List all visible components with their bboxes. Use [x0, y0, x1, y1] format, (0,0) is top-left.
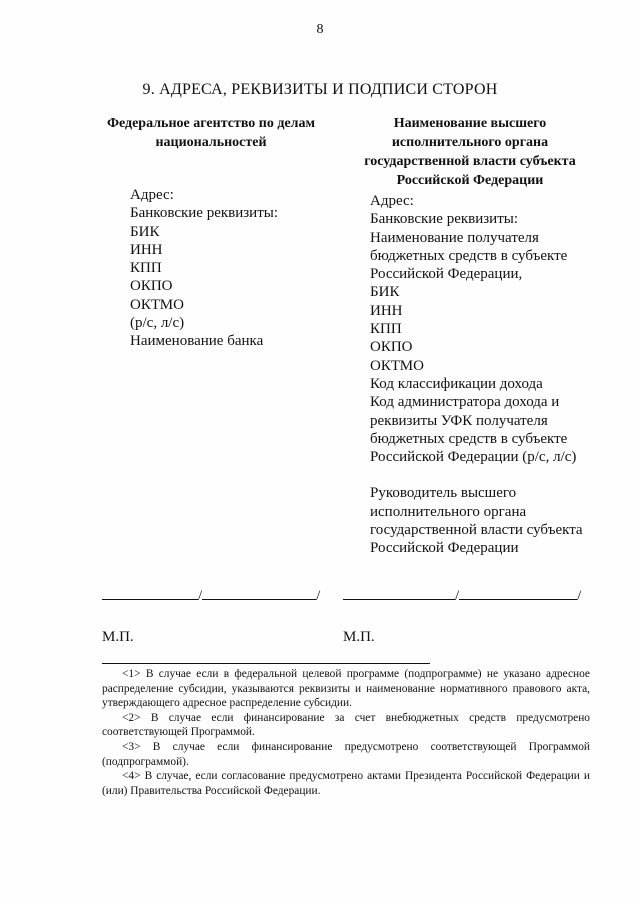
requisite-item: Адрес:: [130, 187, 174, 203]
name-blank: [459, 585, 577, 600]
requisite-item: Код классификации дохода: [370, 375, 543, 392]
requisite-item: БИК: [130, 223, 160, 240]
heading-line: Российской Федерации: [396, 173, 544, 188]
spacer: [370, 466, 615, 484]
federal-agency-heading: [92, 114, 330, 152]
footnote-1: <1> В случае если в федеральной целевой программе (подпрограмме) не указано адресное распределение субсидии, указываются реквизиты и наименование нормативного правового акта, утверждающего адресное распределение субсидии.: [102, 668, 590, 710]
requisite-item: ИНН: [130, 241, 163, 258]
requisite-item: Наименование получателя: [370, 229, 539, 246]
requisite-item: Наименование банка: [130, 333, 264, 350]
regional-signature-line: [343, 585, 581, 605]
signature-separator: /: [577, 588, 582, 604]
requisite-item: КПП: [370, 321, 402, 338]
page-number: 8: [316, 22, 324, 37]
requisite-item: бюджетных средств в субъекте: [370, 430, 568, 447]
regional-seal-label: М.П.: [343, 629, 375, 645]
federal-agency-requisites: [130, 186, 340, 351]
federal-seal-label: М.П.: [102, 629, 134, 645]
footnote-divider: [102, 663, 430, 664]
signatory-line: Руководитель высшего: [370, 485, 517, 502]
name-blank: [202, 585, 316, 600]
footnote-2: <2> В случае если финансирование за счет внебюджетных средств предусмотрено соответствующей Программой.: [102, 711, 590, 739]
regional-authority-requisites: [370, 192, 615, 558]
requisite-item: ОКТМО: [370, 357, 424, 374]
requisite-item: ИНН: [370, 302, 403, 319]
signature-separator: /: [455, 588, 460, 604]
signatory-line: государственной власти субъекта: [370, 522, 583, 539]
signature-blank: [343, 585, 455, 600]
signature-separator: /: [198, 588, 203, 604]
regional-authority-heading: [345, 114, 595, 190]
requisite-item: Код администратора дохода и: [370, 394, 560, 411]
requisite-item: бюджетных средств в субъекте: [370, 247, 568, 264]
footnote-3: <3> В случае если финансирование предусмотрено соответствующей Программой (подпрограммой).: [102, 740, 590, 768]
requisite-item: (р/с, л/с): [130, 315, 185, 332]
signature-separator: /: [316, 588, 321, 604]
requisite-item: ОКПО: [370, 339, 413, 356]
heading-line: Наименование высшего: [393, 116, 547, 131]
requisite-item: ОКТМО: [130, 296, 184, 313]
signatory-line: исполнительного органа: [370, 503, 527, 520]
requisite-item: реквизиты УФК получателя: [370, 412, 548, 429]
heading-line: исполнительного органа: [391, 135, 549, 150]
federal-signature-line: [102, 585, 320, 605]
footnotes: [102, 667, 590, 798]
requisite-item: Адрес:: [370, 193, 414, 209]
requisite-item: ОКПО: [130, 278, 173, 295]
section-title: 9. АДРЕСА, РЕКВИЗИТЫ И ПОДПИСИ СТОРОН: [142, 81, 498, 98]
requisite-item: Российской Федерации (р/с, л/с): [370, 449, 577, 466]
signatory-line: Российской Федерации: [370, 540, 519, 557]
signature-blank: [102, 585, 198, 600]
requisite-item: Российской Федерации,: [370, 266, 523, 283]
heading-line: Федеральное агентство по делам: [106, 116, 316, 131]
footnote-4: <4> В случае, если согласование предусмотрено актами Президента Российской Федерации и (или) Правительства Российской Федерации.: [102, 770, 590, 797]
requisite-item: Банковские реквизиты:: [370, 211, 519, 228]
requisite-item: КПП: [130, 260, 162, 277]
requisite-item: Банковские реквизиты:: [130, 205, 279, 222]
heading-line: государственной власти субъекта: [364, 154, 576, 169]
requisite-item: БИК: [370, 284, 400, 301]
heading-line: национальностей: [155, 135, 267, 150]
